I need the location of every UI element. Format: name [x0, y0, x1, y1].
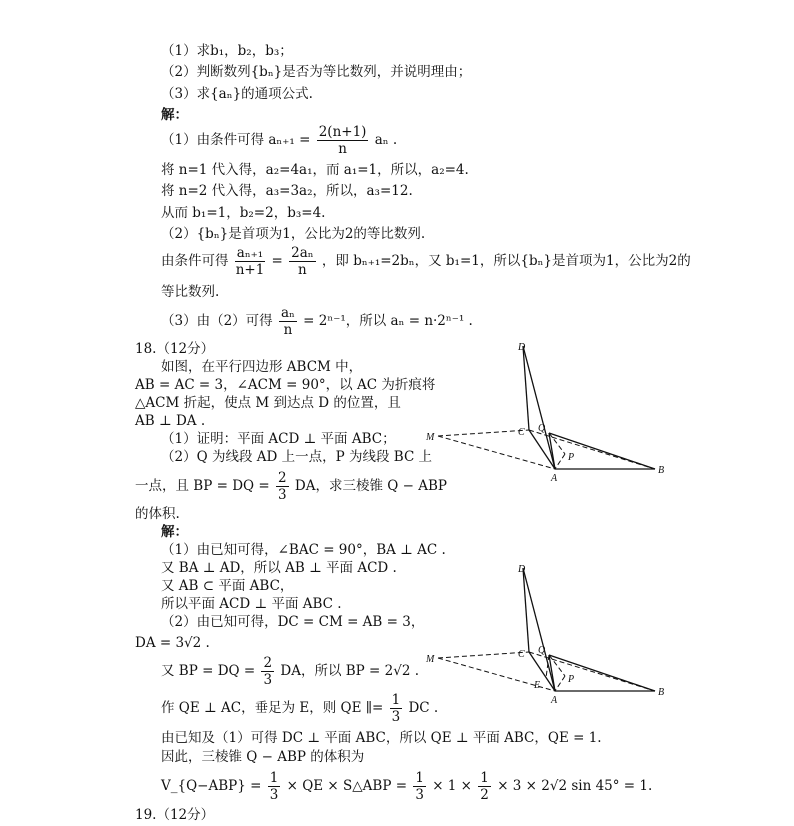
- solution-line-6: 由条件可得 $\frac{\text{aₙ₊₁}}{n+1}$ = $\frac{\text{2aₙ}}{n}$ ，即 bₙ₊₁=2bₙ，又 b₁=1，所以{bₙ}是首项为1，公比为2的: [161, 245, 691, 278]
- q18-text-8: 的体积.: [135, 506, 180, 522]
- edge-CB: [529, 652, 655, 691]
- fraction: $\frac{\text{aₙ}}{n}$: [280, 305, 295, 338]
- label-P: P: [568, 452, 575, 463]
- label-D: D: [518, 564, 526, 575]
- q18-text-2: AB = AC = 3，∠ACM = 90°，以 AC 为折痕将: [135, 377, 436, 393]
- label-E: E: [534, 680, 541, 691]
- label-D: D: [518, 342, 526, 353]
- q18-text-3: △ACM 折起，使点 M 到达点 D 的位置，且: [135, 395, 401, 411]
- label-C: C: [518, 427, 525, 438]
- label-C: C: [518, 649, 525, 660]
- edge-PA: [555, 676, 565, 691]
- q18-text-7: 一点，且 BP = DQ = $\frac{2}{3}$ DA，求三棱锥 Q − ABP: [135, 470, 447, 503]
- label-P: P: [568, 674, 575, 685]
- question-2: （2）判断数列{bₙ}是否为等比数列，并说明理由；: [161, 64, 472, 80]
- question-3: （3）求{aₙ}的通项公式.: [161, 86, 313, 102]
- fraction: $\frac{1}{3}$: [269, 770, 279, 803]
- label-A: A: [551, 695, 558, 706]
- q18-answer-1: （1）由已知可得，∠BAC = 90°，BA ⊥ AC .: [161, 542, 446, 558]
- q18-answer-6: DA = 3√2 .: [135, 635, 210, 651]
- label-B: B: [658, 465, 665, 476]
- edge-MC: [438, 430, 529, 436]
- q18-answer-3: 又 AB ⊂ 平面 ABC，: [161, 578, 294, 594]
- edge-MC: [438, 652, 529, 658]
- label-Q: Q: [538, 423, 546, 434]
- solution-label: 解：: [161, 107, 188, 123]
- q18-answer-7: 又 BP = DQ = $\frac{2}{3}$ DA，所以 BP = 2√2 .: [161, 655, 420, 688]
- edge-PA: [555, 454, 565, 469]
- solution-line-3: 将 n=2 代入得，a₃=3a₂，所以，a₃=12.: [161, 183, 413, 199]
- fraction: $\frac{\text{aₙ₊₁}}{n+1}$: [235, 245, 265, 278]
- label-Q: Q: [538, 645, 546, 656]
- q18-answer-2: 又 BA ⊥ AD，所以 AB ⊥ 平面 ACD .: [161, 560, 397, 576]
- label-B: B: [658, 687, 665, 698]
- q18-answer-4: 所以平面 ACD ⊥ 平面 ABC .: [161, 596, 342, 612]
- q18-text-1: 如图，在平行四边形 ABCM 中，: [161, 359, 363, 375]
- solution-line-7: 等比数列.: [161, 284, 220, 300]
- edge-MA: [438, 436, 555, 469]
- edge-CB: [529, 430, 655, 469]
- fraction: $\frac{2}{3}$: [263, 655, 273, 688]
- q18-answer-10: 因此，三棱锥 Q − ABP 的体积为: [161, 749, 365, 765]
- solution-line-8: （3）由（2）可得 $\frac{\text{aₙ}}{n}$ = 2ⁿ⁻¹，所以 aₙ = n·2ⁿ⁻¹ .: [161, 305, 473, 338]
- q18-text-5: （1）证明：平面 ACD ⊥ 平面 ABC；: [161, 431, 396, 447]
- q18-answer-11: V_{Q−ABP} = $\frac{1}{3}$ × QE × S△ABP = $\frac{1}{3}$ × 1 × $\frac{1}{2}$ × 3 × 2√2 sin 45° = 1.: [161, 770, 653, 803]
- fraction: $\frac{\text{2aₙ}}{n}$: [291, 245, 314, 278]
- q18-answer-5: （2）由已知可得，DC = CM = AB = 3，: [161, 614, 425, 630]
- label-M: M: [426, 654, 435, 665]
- figure-1-pyramid: [420, 336, 680, 486]
- question-18-header: 18.（12分）: [135, 341, 215, 357]
- label-M: M: [426, 432, 435, 443]
- question-19-header: 19.（12分）: [135, 807, 215, 823]
- solution-line-4: 从而 b₁=1，b₂=2，b₃=4.: [161, 205, 326, 221]
- solution-line-5: （2）{bₙ}是首项为1，公比为2的等比数列.: [161, 226, 426, 242]
- q18-answer-8: 作 QE ⊥ AC，垂足为 E，则 QE ∥= $\frac{1}{3}$ DC .: [161, 692, 439, 725]
- solution-line-1: （1）由条件可得 aₙ₊₁ = $\frac{2(n+1)}{n}$ aₙ .: [161, 124, 398, 157]
- fraction: $\frac{1}{2}$: [480, 770, 489, 803]
- fraction: $\frac{1}{3}$: [391, 692, 401, 725]
- q18-text-4: AB ⊥ DA .: [135, 413, 206, 429]
- q18-answer-9: 由已知及（1）可得 DC ⊥ 平面 ABC，所以 QE ⊥ 平面 ABC，QE = 1.: [161, 730, 602, 746]
- fraction: $\frac{2}{3}$: [277, 470, 287, 503]
- q18-text-6: （2）Q 为线段 AD 上一点，P 为线段 BC 上: [161, 449, 433, 465]
- question-1: （1）求b₁，b₂，b₃；: [161, 43, 293, 59]
- fraction: $\frac{1}{3}$: [415, 770, 424, 803]
- solution-line-2: 将 n=1 代入得，a₂=4a₁，而 a₁=1，所以，a₂=4.: [161, 162, 469, 178]
- q18-solution-label: 解：: [161, 524, 188, 540]
- fraction: $\frac{2(n+1)}{n}$: [318, 124, 367, 157]
- figure-2-pyramid: [420, 558, 680, 708]
- label-A: A: [551, 473, 558, 484]
